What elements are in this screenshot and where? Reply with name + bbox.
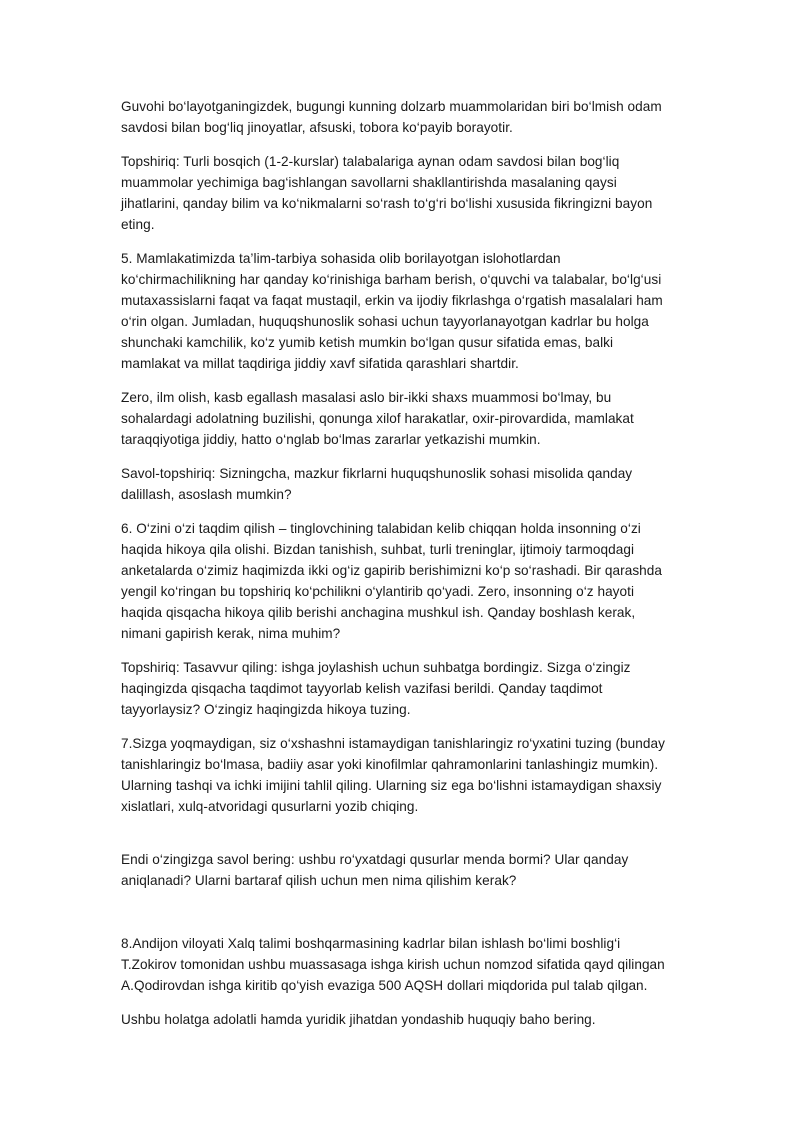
paragraph-item-5-cont: Zero, ilm olish, kasb egallash masalasi aslo bir-ikki shaxs muammosi bo‘lmay, bu sohalardagi adolatning buzilishi, qonunga xilof harakatlar, oxir-pirovardida, mamlakat taraqqiyotiga jiddiy, hatto o‘nglab bo‘lmas zararlar yetkazishi mumkin. xyxy=(121,390,634,447)
paragraph-item-7-question: Endi o‘zingizga savol bering: ushbu ro‘yxatdagi qusurlar menda bormi? Ular qanday aniqlanadi? Ularni bartaraf qilish uchun men nima qilishim kerak? xyxy=(121,852,629,888)
paragraph-item-5: 5. Mamlakatimizda ta’lim-tarbiya sohasida olib borilayotgan islohotlardan ko‘chirmachilikning har qanday ko‘rinishiga barham berish, o‘quvchi va talabalar, bo‘lg‘usi mutaxassislarni faqat va faqat mustaqil, erkin va ijodiy fikrlashga o‘rgatish masalalari ham o‘rin olgan. Jumladan, huquqshunoslik sohasi uchun tayyorlanayotgan kadrlar bu holga shunchaki kamchilik, ko‘z yumib ketish mumkin bo‘lgan qusur sifatida emas, balki mamlakat va millat taqdiriga jiddiy xavf sifatida qarashlari shartdir. xyxy=(121,251,663,371)
paragraph-intro: Guvohi bo‘layotganingizdek, bugungi kunning dolzarb muammolaridan biri bo‘lmish odam savdosi bilan bog‘liq jinoyatlar, afsuski, tobora ko‘payib borayotir. xyxy=(121,99,662,135)
paragraph-task-1: Topshiriq: Turli bosqich (1-2-kurslar) talabalariga aynan odam savdosi bilan bog‘liq muammolar yechimiga bag‘ishlangan savollarni shakllantirishda masalaning qaysi jihatlarini, qanday bilim va ko‘nikmalarni so‘rash to‘g‘ri bo‘lishi xususida fikringizni bayon eting. xyxy=(121,154,653,232)
paragraph-item-8: 8.Andijon viloyati Xalq talimi boshqarmasining kadrlar bilan ishlash bo‘limi boshlig‘i T.Zokirov tomonidan ushbu muassasaga ishga kirish uchun nomzod sifatida qayd qilingan A.Qodirovdan ishga kiritib qo‘yish evaziga 500 AQSH dollari miqdorida pul talab qilgan. xyxy=(121,936,665,993)
paragraph-task-6: Topshiriq: Tasavvur qiling: ishga joylashish uchun suhbatga bordingiz. Sizga o‘zingiz haqingizda qisqacha taqdimot tayyorlab kelish vazifasi berildi. Qanday taqdimot tayyorlaysiz? O‘zingiz haqingizda hikoya tuzing. xyxy=(121,660,631,717)
paragraph-question-5: Savol-topshiriq: Sizningcha, mazkur fikrlarni huquqshunoslik sohasi misolida qanday dalillash, asoslash mumkin? xyxy=(121,466,633,502)
paragraph-item-6: 6. O‘zini o‘zi taqdim qilish – tinglovchining talabidan kelib chiqqan holda insonning o‘zi haqida hikoya qila olishi. Bizdan tanishish, suhbat, turli treninglar, ijtimoiy tarmoqdagi anketalarda o‘zimiz haqimizda ikki og‘iz gapirib berishimizni ko‘p so‘rashadi. Bir qarashda yengil ko‘ringan bu topshiriq ko‘pchilikni o‘ylantirib qo‘yadi. Zero, insonning o‘z hayoti haqida qisqacha hikoya qilib berishi anchagina mushkul ish. Qanday boshlash kerak, nimani gapirish kerak, nima muhim? xyxy=(121,521,662,641)
paragraph-item-7: 7.Sizga yoqmaydigan, siz o‘xshashni istamaydigan tanishlaringiz ro‘yxatini tuzing (bunday tanishlaringiz bo‘lmasa, badiiy asar yoki kinofilmlar qahramonlarini tanlashingiz mumkin). Ularning tashqi va ichki imijini tahlil qiling. Ularning siz ega bo‘lishni istamaydigan shaxsiy xislatlari, xulq-atvoridagi qusurlarni yozib chiqing. xyxy=(121,736,665,814)
paragraph-item-8-task: Ushbu holatga adolatli hamda yuridik jihatdan yondashib huquqiy baho bering. xyxy=(121,1012,596,1027)
